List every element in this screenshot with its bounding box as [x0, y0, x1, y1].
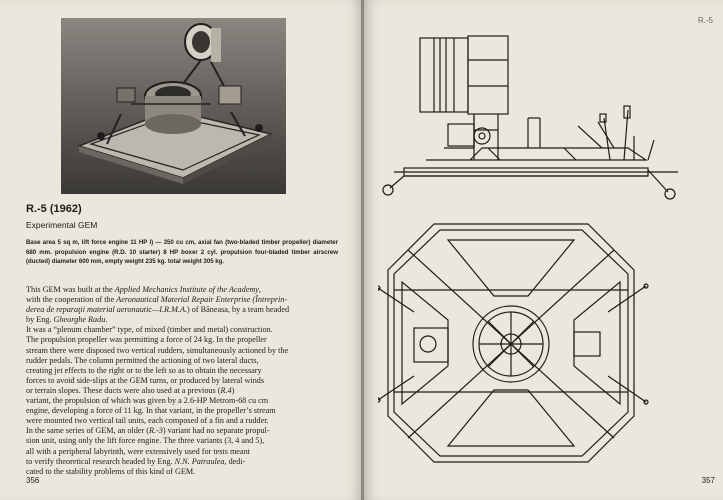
- italic-text: Applied Mechanics Institute of the Academy: [114, 285, 259, 294]
- top-view-drawing: [378, 216, 696, 468]
- italic-text: Gheorghe Radu: [53, 315, 106, 325]
- page-title: R.-5 (1962): [26, 203, 82, 215]
- body-line: [26, 376, 338, 386]
- gem-photo-image: [61, 18, 286, 194]
- body-text-segment: The propulsion propeller was permitting a force of 24 kg. In the propeller: [26, 335, 267, 345]
- italic-text: R.-3: [149, 426, 163, 436]
- body-text-segment: by Eng.: [26, 315, 54, 325]
- body-text-segment: engine, developing a force of 11 kg. In that variant, in the propeller’s stream: [26, 406, 276, 416]
- side-view-drawing: [378, 30, 696, 208]
- body-text-segment: This GEM was built at the: [26, 285, 115, 294]
- body-text-segment: cated to the stability problems of this kind of GEM.: [26, 466, 196, 476]
- italic-text: N.N. Patraulea: [174, 456, 225, 466]
- specifications: Base area 5 sq m, lift force engine 11 HP I) — 350 cu cm, axial fan (two-bladed timber propeller) diameter 680 mm. propulsion engine (R.D. 10 starter) 8 HP boxer 2 cyl. propulsion four-bladed timber airscrew (ducted) diameter 600 mm, empty weight 235 kg. total weight 305 kg.: [26, 239, 338, 266]
- body-line: [26, 467, 338, 477]
- body-text-segment: all with a peripheral labyrinth, were extensively used for tests meant: [26, 446, 250, 456]
- body-text-segment: ): [231, 385, 235, 395]
- body-line: [26, 285, 338, 295]
- italic-text: derea de reparaţii material aeronautic—I.R.M.A.: [26, 305, 187, 315]
- body-text-segment: In the same series of GEM, an older (: [26, 426, 150, 436]
- body-text-segment: .: [105, 315, 108, 325]
- body-line: [26, 295, 338, 305]
- gem-photograph: [61, 18, 286, 194]
- body-line: [26, 386, 338, 396]
- right-page: [364, 0, 723, 500]
- body-line: [26, 366, 338, 376]
- body-line: [26, 356, 338, 366]
- subtitle: Experimental GEM: [26, 220, 98, 230]
- body-text-segment: were mounted two vertical tail units, each composed of a fin and a rudder.: [26, 416, 269, 426]
- body-line: [26, 325, 338, 335]
- body-text-segment: with the cooperation of the: [26, 295, 117, 305]
- body-text-segment: ) variant had no separate propul-: [162, 426, 270, 436]
- body-text-segment: ,: [258, 285, 261, 294]
- body-text-segment: or terrain slopes. These ducts were also used at a previous (: [26, 385, 221, 395]
- body-line: [26, 315, 338, 325]
- body-text-segment: , dedi-: [224, 456, 246, 466]
- body-line: [26, 457, 338, 467]
- page-number-right: 357: [701, 476, 715, 485]
- body-line: [26, 416, 338, 426]
- italic-text: Aeronautical Material Repair Enterprise (Întreprin-: [116, 295, 288, 305]
- body-line: [26, 406, 338, 416]
- body-text-segment: forces to avoid side-slips at the GEM turns, or produced by lateral winds: [26, 375, 265, 385]
- body-text-segment: variant, the propulsion of which was given by a 2.6-HP Metrom-68 cu cm: [26, 396, 269, 406]
- body-line: [26, 426, 338, 436]
- body-text-segment: ) of Băneasa, by a team headed: [187, 305, 290, 315]
- body-text: [26, 285, 338, 477]
- body-line: [26, 335, 338, 345]
- page-number-left: 356: [26, 476, 40, 485]
- body-text-segment: rudder pedals. The column permitted the actioning of two lateral ducts,: [26, 355, 259, 365]
- body-text-segment: creating jet effects to the right or to the left so as to obtain the necessary: [26, 365, 262, 375]
- italic-text: R.4: [220, 385, 232, 395]
- running-head: R.-5: [697, 16, 713, 25]
- body-text-segment: It was a “plenum chamber” type, of mixed (timber and metal) construction.: [26, 325, 273, 335]
- body-text-segment: to verify theoretical research headed by Eng.: [26, 456, 175, 466]
- body-line: [26, 305, 338, 315]
- body-line: [26, 447, 338, 457]
- body-line: [26, 396, 338, 406]
- body-text-segment: stream there were disposed two vertical rudders, simultaneously actioned by the: [26, 345, 289, 355]
- body-text-segment: sion unit, using only the lift force engine. The three variants (3, 4 and 5),: [26, 436, 265, 446]
- body-line: [26, 436, 338, 446]
- body-line: [26, 346, 338, 356]
